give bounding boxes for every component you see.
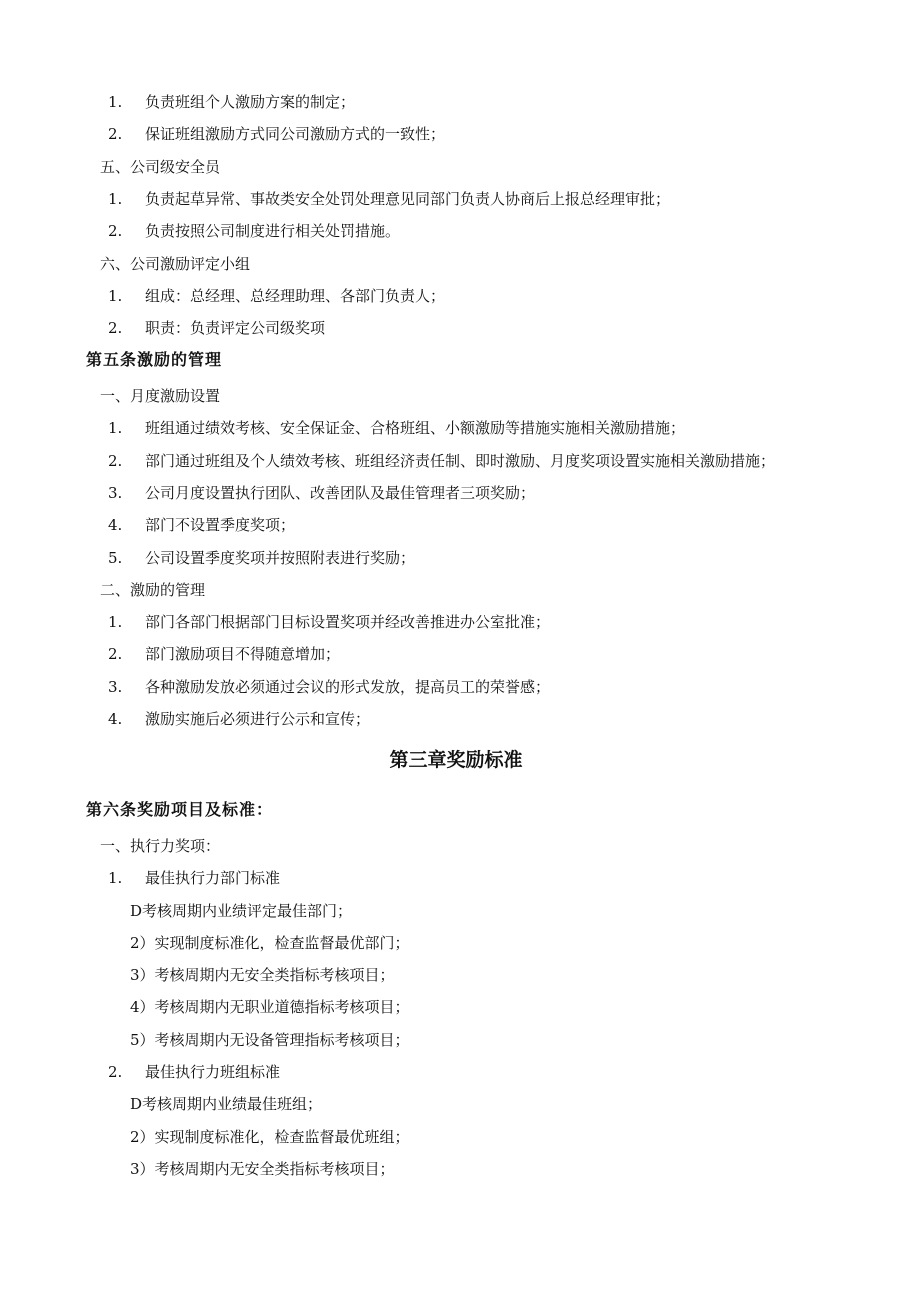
item-number: 2.: [108, 645, 123, 663]
heading-text: 二、激励的管理: [100, 581, 206, 599]
heading-text: 第六条奖励项目及标准：: [86, 800, 274, 819]
item-text: 公司月度设置执行团队、改善团队及最佳管理者三项奖励；: [145, 484, 536, 502]
item-number: 2.: [108, 222, 123, 240]
item-text: 部门各部门根据部门目标设置奖项并经改善推进办公室批准；: [145, 613, 551, 631]
sub-item-text: 5）考核周期内无设备管理指标考核项目；: [130, 1031, 410, 1049]
item-number: 1.: [108, 869, 123, 887]
item-number: 2.: [108, 125, 123, 143]
item-number: 4.: [108, 710, 123, 728]
item-text: 激励实施后必须进行公示和宣传；: [145, 710, 371, 728]
item-text: 负责班组个人激励方案的制定；: [145, 93, 356, 111]
item-number: 2.: [108, 319, 123, 337]
sub-item-text: D考核周期内业绩最佳班组；: [130, 1095, 323, 1113]
item-text: 组成：总经理、总经理助理、各部门负责人；: [145, 287, 446, 305]
heading-text: 一、执行力奖项：: [100, 837, 221, 855]
heading-text: 五、公司级安全员: [100, 158, 221, 176]
item-text: 各种激励发放必须通过会议的形式发放，提高员工的荣誉感；: [145, 678, 551, 696]
item-number: 3.: [108, 484, 123, 502]
heading-text: 一、月度激励设置: [100, 387, 221, 405]
heading-text: 六、公司激励评定小组: [100, 255, 251, 273]
heading-text: 第五条激励的管理: [86, 350, 223, 369]
item-number: 2.: [108, 1063, 123, 1081]
sub-item-text: 2）实现制度标准化，检查监督最优班组；: [130, 1128, 410, 1146]
item-text: 职责：负责评定公司级奖项: [145, 319, 326, 337]
item-number: 1.: [108, 419, 123, 437]
sub-item-text: 3）考核周期内无安全类指标考核项目；: [130, 966, 395, 984]
item-text: 最佳执行力班组标准: [145, 1063, 281, 1081]
sub-item-text: D考核周期内业绩评定最佳部门；: [130, 902, 353, 920]
sub-item-text: 2）实现制度标准化，检查监督最优部门；: [130, 934, 410, 952]
sub-item-text: 3）考核周期内无安全类指标考核项目；: [130, 1160, 395, 1178]
item-text: 保证班组激励方式同公司激励方式的一致性；: [145, 125, 446, 143]
item-number: 1.: [108, 190, 123, 208]
item-text: 公司设置季度奖项并按照附表进行奖励；: [145, 549, 416, 567]
item-text: 部门不设置季度奖项；: [145, 516, 296, 534]
sub-item-text: 4）考核周期内无职业道德指标考核项目；: [130, 998, 410, 1016]
item-text: 负责起草异常、事故类安全处罚处理意见同部门负责人协商后上报总经理审批；: [145, 190, 671, 208]
item-text: 班组通过绩效考核、安全保证金、合格班组、小额激励等措施实施相关激励措施；: [145, 419, 686, 437]
item-number: 1.: [108, 287, 123, 305]
item-number: 1.: [108, 93, 123, 111]
item-number: 5.: [108, 549, 123, 567]
heading-text: 第三章奖励标准: [389, 749, 523, 771]
item-number: 2.: [108, 452, 123, 470]
item-number: 3.: [108, 678, 123, 696]
item-text: 部门通过班组及个人绩效考核、班组经济责任制、即时激励、月度奖项设置实施相关激励措施；: [145, 452, 776, 470]
item-number: 4.: [108, 516, 123, 534]
item-text: 最佳执行力部门标准: [145, 869, 281, 887]
item-number: 1.: [108, 613, 123, 631]
item-text: 部门激励项目不得随意增加；: [145, 645, 341, 663]
item-text: 负责按照公司制度进行相关处罚措施。: [145, 222, 401, 240]
